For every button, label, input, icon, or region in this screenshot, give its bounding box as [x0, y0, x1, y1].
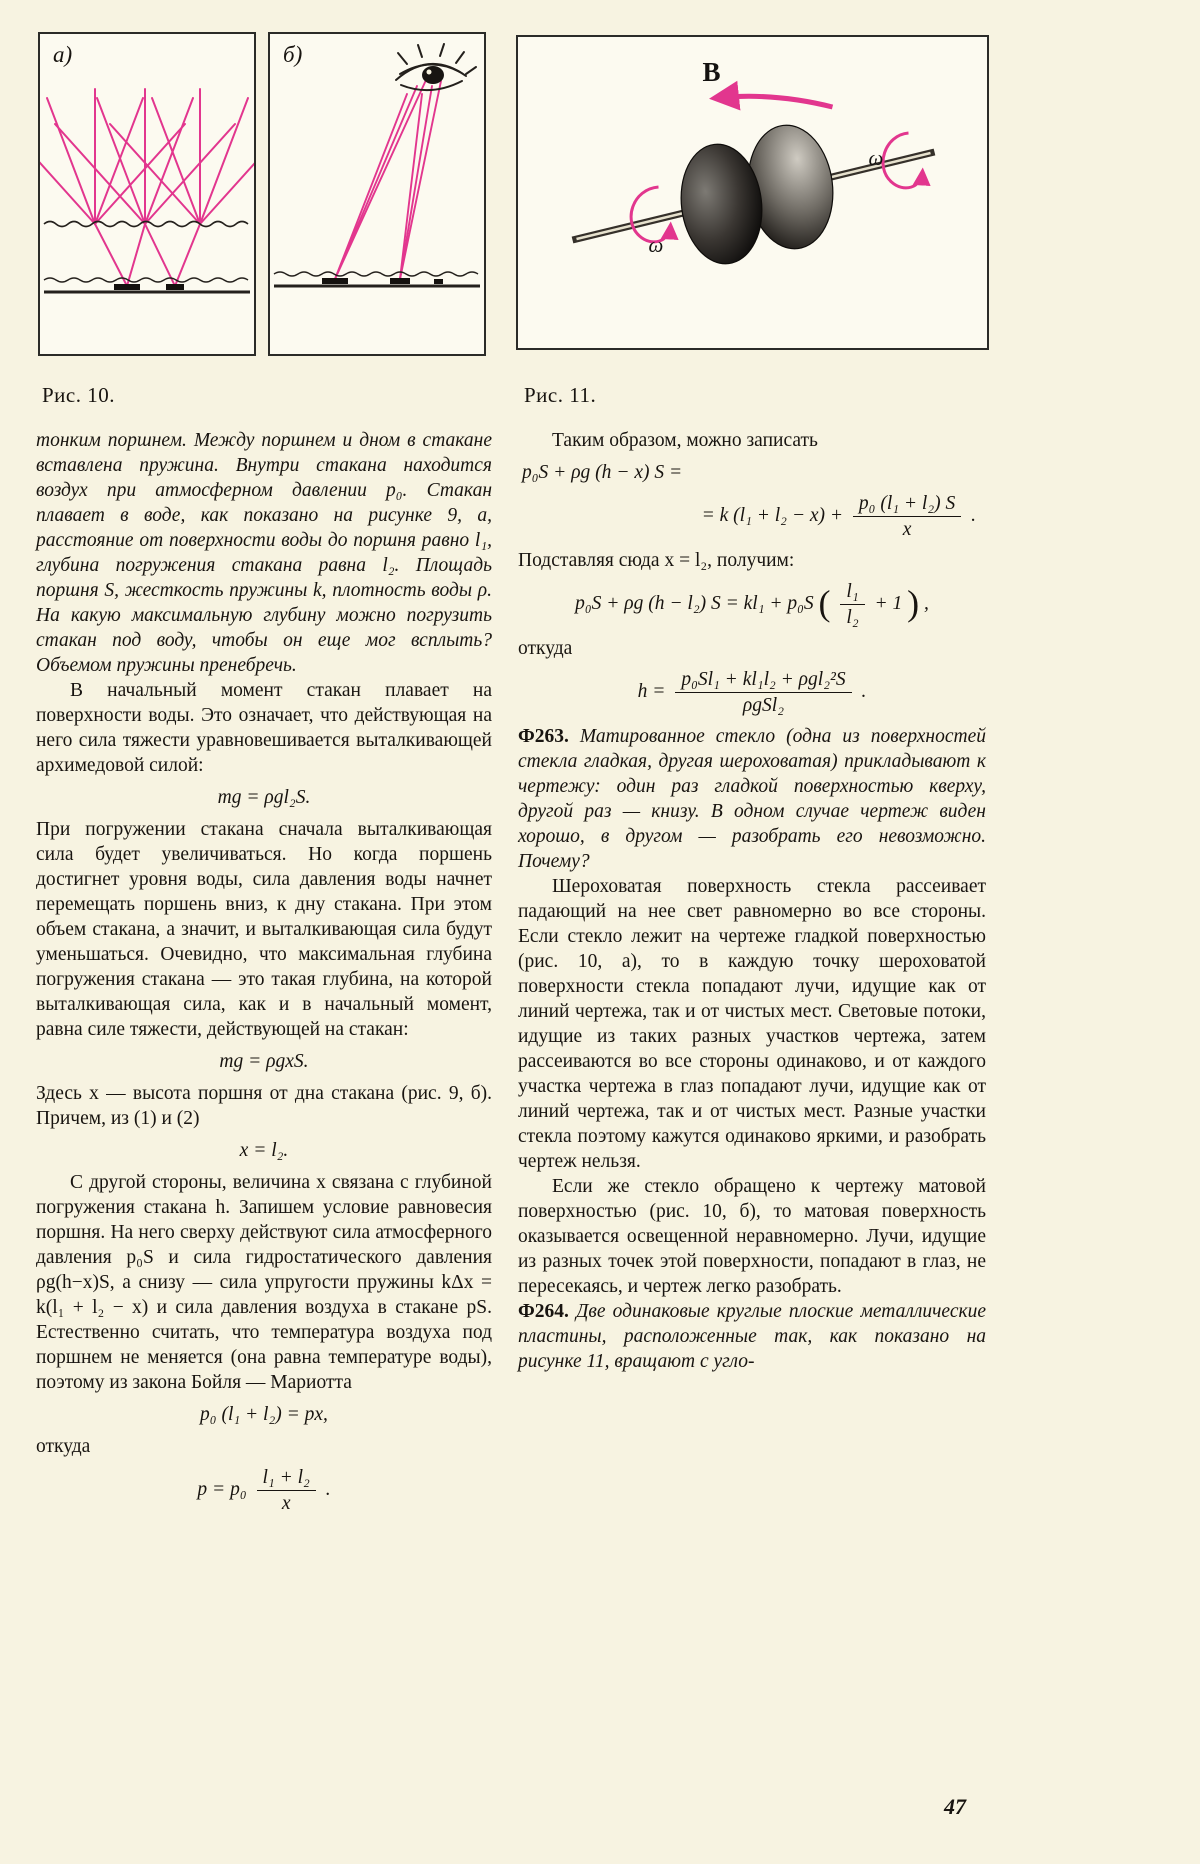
- formula-post: .: [861, 680, 867, 702]
- formula-pre: p₀S + ρg (h − l₂) S = kl₁ + p₀S: [575, 592, 814, 614]
- figure-10b: [268, 32, 486, 356]
- fraction: [840, 580, 864, 629]
- open-paren: (: [818, 582, 831, 623]
- fraction-numerator: p₀Sl₁ + kl₁l₂ + ρgl₂²S: [675, 668, 851, 693]
- drawing-marks: [322, 278, 443, 284]
- formula-post: .: [325, 1478, 331, 1500]
- formula-balance-line2: [518, 492, 986, 541]
- eye-icon: [396, 44, 476, 90]
- fraction-numerator: p₀ (l₁ + l₂) S: [853, 492, 961, 517]
- formula-mg-depth: mg = ρgxS.: [219, 1051, 309, 1072]
- drawing-marks: [114, 284, 184, 290]
- figure-10b-label: б): [283, 42, 303, 67]
- formula-post: .: [971, 504, 976, 526]
- solution-paragraph-2: При погружении стакана сначала выталкивающая сила будет увеличиваться. Но когда поршень достигнет уровня воды, сила давления воды начнет перемещать поршень вниз, к дну стакана. При этом объем стакана, а значит, и выталкивающая сила будут уменьшаться. Очевидно, что максимальная глубина погружения стакана — это такая глубина, на которой выталкивающая сила, как и в начальный момент, равна силе тяжести, действующей на стакан:: [36, 819, 492, 1040]
- otkuda-right: откуда: [518, 638, 573, 659]
- problem-statement-continuation: тонким поршнем. Между поршнем и дном в стакане вставлена пружина. Внутри стакана находится воздух при атмосферном давлении p₀. Стакан плавает в воде, как показано на рисунке 9, а, расстояние от поверхности воды до поршня равно l₁, глубина погружения стакана равна l₂. Площадь поршня S, жесткость пружины k, плотность воды ρ. На какую максимальную глубину можно погрузить стакан под воду, чтобы он еще мог всплыть? Объемом пружины пренебречь.: [36, 430, 492, 676]
- formula-balance-line1: p₀S + ρg (h − x) S =: [522, 462, 683, 483]
- omega-label-right: ω: [868, 146, 884, 170]
- problem-f263-text: Матированное стекло (одна из поверхностей стекла гладкая, другая шероховатая) прикладывают к чертежу: один раз гладкой поверхностью кверху, другой раз — книзу. В одном случае чертеж виден хорошо, в другом — разобрать его невозможно. Почему?: [518, 726, 986, 872]
- velocity-arrow: [717, 96, 833, 107]
- fraction-numerator: l₁: [840, 580, 864, 605]
- close-paren: ): [907, 582, 920, 623]
- solution-paragraph-3: Здесь x — высота поршня от дна стакана (рис. 9, б). Причем, из (1) и (2): [36, 1083, 492, 1129]
- ray-diagram-matte-icon: [270, 34, 484, 354]
- glass-surfaces: [274, 272, 480, 286]
- fraction-denominator: l₂: [846, 607, 859, 628]
- figure-10a-label: а): [53, 42, 73, 67]
- page-number: 47: [944, 1794, 966, 1819]
- problem-f264: [518, 1299, 986, 1374]
- formula-mg-initial: mg = ρgl₂S.: [217, 787, 311, 808]
- problem-f263-number: Ф263.: [518, 726, 569, 747]
- problem-f263: [518, 724, 986, 874]
- fraction-denominator: x: [902, 519, 912, 540]
- formula-post: ,: [924, 592, 929, 614]
- formula-pre: = k (l₁ + l₂ − x) +: [701, 504, 844, 526]
- figure-10-caption: Рис. 10.: [42, 383, 115, 407]
- formula-h-result: [518, 668, 986, 717]
- formula-boyle-mariotte: p₀ (l₁ + l₂) = px,: [200, 1404, 328, 1425]
- substitution-line: Подставляя сюда x = l₂, получим:: [518, 550, 795, 571]
- pink-rays-to-eye: [335, 80, 441, 279]
- explanation-paragraph-2: Если же стекло обращено к чертежу матовой поверхностью (рис. 10, б), то матовая поверхность оказывается освещенной неравномерно. Лучи, идущие из разных точек этой поверхности, попадают в глаз, не пересекаясь, и чертеж легко разобрать.: [518, 1176, 986, 1297]
- otkuda-left: откуда: [36, 1436, 91, 1457]
- fraction-numerator: l₁ + l₂: [257, 1466, 316, 1491]
- formula-pre: p = p₀: [197, 1478, 247, 1500]
- fraction: [257, 1466, 316, 1515]
- figure-11-caption: Рис. 11.: [524, 383, 597, 407]
- formula-x-equals-l2: x = l₂.: [239, 1140, 289, 1161]
- figure-11: [516, 35, 989, 350]
- fraction-denominator: x: [281, 1493, 291, 1514]
- glass-surfaces: [44, 222, 250, 293]
- formula-pre: h =: [637, 680, 666, 702]
- rotating-disks-diagram: [518, 37, 987, 348]
- left-column: [36, 428, 492, 1522]
- solution-paragraph-1: В начальный момент стакан плавает на поверхности воды. Это означает, что действующая на него сила тяжести уравновешивается выталкивающей архимедовой силой:: [36, 680, 492, 776]
- label-B: B: [702, 57, 721, 87]
- formula-pressure: [36, 1466, 492, 1515]
- intro-line: Таким образом, можно записать: [552, 430, 818, 451]
- ray-diagram-smooth-icon: [40, 34, 254, 354]
- omega-label-left: ω: [648, 233, 664, 257]
- pink-rays: [40, 89, 254, 286]
- fraction-denominator: ρgSl₂: [742, 695, 784, 716]
- problem-f264-number: Ф264.: [518, 1301, 569, 1322]
- formula-substituted: [518, 580, 986, 629]
- figure-10a: [38, 32, 256, 356]
- problem-f264-text: Две одинаковые круглые плоские металлические пластины, расположенные так, как показано на рисунке 11, вращают с угло-: [518, 1301, 986, 1372]
- fraction: [853, 492, 961, 541]
- explanation-paragraph-1: Шероховатая поверхность стекла рассеивает падающий на нее свет равномерно во все стороны. Если стекло лежит на чертеже гладкой поверхностью (рис. 10, а), то в каждую точку шероховатой поверхности стекла попадают лучи, идущие как от линий чертежа, так и от чистых мест. Световые потоки, идущие из таких разных участков чертежа, затем рассеиваются во все стороны одинаково, и от каждого участка чертежа в глаз попадают лучи, идущие как от линий чертежа, так и от чистых мест. Разные участки стекла поэтому кажутся одинаково яркими, и разобрать чертеж нельзя.: [518, 876, 986, 1172]
- right-column: [518, 428, 986, 1374]
- fraction: [675, 668, 851, 717]
- formula-mid: + 1: [874, 592, 903, 614]
- solution-paragraph-4: С другой стороны, величина x связана с глубиной погружения стакана h. Запишем условие равновесия поршня. На него сверху действуют сила атмосферного давления p₀S и сила гидростатического давления ρg(h−x)S, а снизу — сила упругости пружины kΔx = k(l₁ + l₂ − x) и сила давления воздуха в стакане pS. Естественно считать, что температура воздуха под поршнем не меняется (она равна температуре воды), поэтому из закона Бойля — Мариотта: [36, 1172, 492, 1393]
